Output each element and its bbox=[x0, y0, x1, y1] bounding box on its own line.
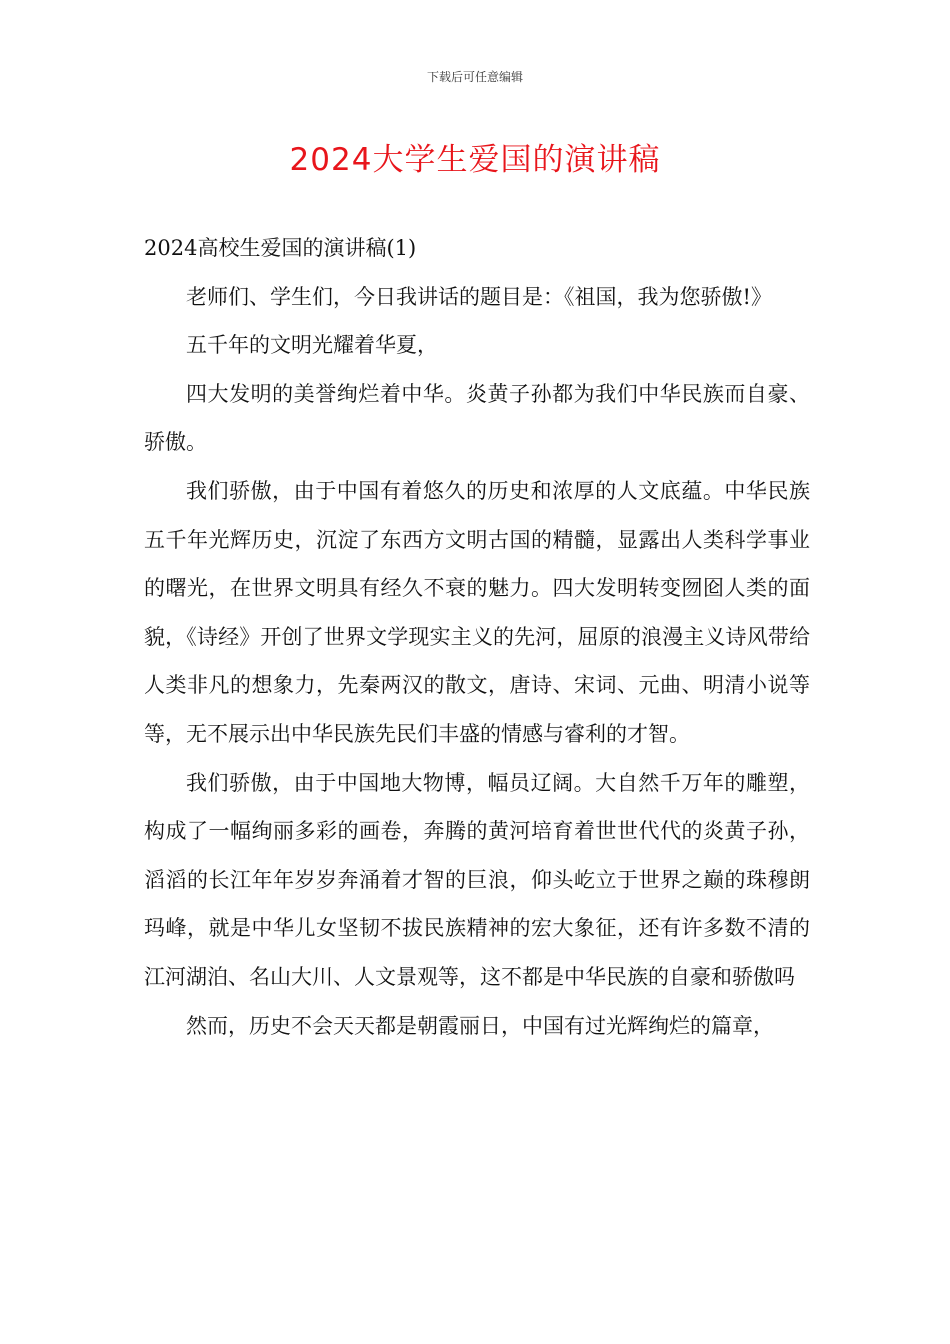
document-body bbox=[144, 224, 810, 1050]
document-title: 2024大学生爱国的演讲稿 bbox=[289, 142, 661, 178]
paragraph-3: 四大发明的美誉绚烂着中华。炎黄子孙都为我们中华民族而自豪、骄傲。 bbox=[144, 381, 810, 455]
paragraph-1: 老师们、学生们，今日我讲话的题目是：《祖国，我为您骄傲!》 bbox=[186, 284, 772, 309]
paragraph-6: 然而，历史不会天天都是朝霞丽日，中国有过光辉绚烂的篇章， bbox=[186, 1013, 774, 1038]
speech-subtitle: 2024高校生爱国的演讲稿(1) bbox=[144, 236, 417, 260]
paragraph-5: 我们骄傲，由于中国地大物博，幅员辽阔。大自然千万年的雕塑，构成了一幅绚丽多彩的画卷，奔腾的黄河培育着世世代代的炎黄子孙，滔滔的长江年年岁岁奔涌着才智的巨浪，仰头屹立于世界之巅的珠穆朗玛峰，就是中华儿女坚韧不拔民族精神的宏大象征，还有许多数不清的江河湖泊、名山大川、人文景观等，这不都是中华民族的自豪和骄傲吗 bbox=[144, 770, 810, 989]
paragraph-2: 五千年的文明光耀着华夏， bbox=[186, 333, 438, 358]
paragraph-4: 我们骄傲，由于中国有着悠久的历史和浓厚的人文底蕴。中华民族五千年光辉历史，沉淀了东西方文明古国的精髓，显露出人类科学事业的曙光，在世界文明具有经久不衰的魅力。四大发明转变囫囵人类的面貌，《诗经》开创了世界文学现实主义的先河，屈原的浪漫主义诗风带给人类非凡的想象力，先秦两汉的散文，唐诗、宋词、元曲、明清小说等等，无不展示出中华民族先民们丰盛的情感与睿利的才智。 bbox=[144, 478, 810, 746]
header-note: 下载后可任意编辑 bbox=[426, 70, 523, 84]
